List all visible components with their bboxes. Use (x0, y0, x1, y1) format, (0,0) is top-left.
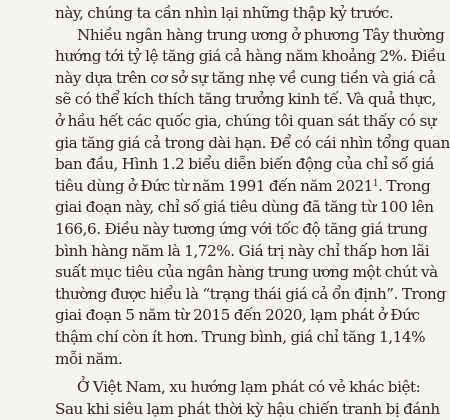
text-line-part: . Trong (378, 176, 431, 195)
text-line: giai đoạn 5 năm từ 2015 đến 2020, lạm phát ở Đức (55, 306, 420, 325)
text-line: 166,6. Điều này tương ứng với tốc độ tăng giá trung (55, 219, 428, 238)
text-line: thậm chí còn ít hơn. Trung bình, giá chỉ tăng 1,14% (55, 327, 426, 346)
footnote-ref: 1 (372, 178, 379, 189)
text-line: này, chúng ta cần nhìn lại những thập kỷ trước. (55, 4, 394, 22)
text-line: Sau khi siêu lạm phát thời kỳ hậu chiến tranh bị đánh (55, 399, 440, 418)
text-line-part: tiêu dùng ở Đức từ năm 1991 đến năm 2021 (55, 176, 373, 195)
text-line: ban đầu, Hình 1.2 biểu diễn biến động của chỉ số giá (55, 155, 434, 174)
text-line: gia tăng giá cả trong dài hạn. Để có cái nhìn tổng quan (55, 133, 450, 152)
paragraph-gap (55, 370, 400, 377)
text-line: bình hàng năm là 1,72%. Giá trị này chỉ thấp hơn lãi (55, 241, 430, 260)
text-line: sẽ có thể kích thích tăng trưởng kinh tế. Và quả thực, (55, 90, 436, 109)
text-line: Nhiều ngân hàng trung ương ở phương Tây thường (77, 25, 445, 44)
text-line: hướng tới tỷ lệ tăng giá cả hàng năm khoảng 2%. Điều (55, 47, 446, 66)
body-text (55, 3, 450, 420)
text-line: thường được hiểu là “trạng thái giá cả ổn định”. Trong (55, 284, 446, 303)
text-line: mỗi năm. (55, 349, 123, 368)
text-line: này dựa trên cơ sở sự tăng nhẹ về cung tiền và giá cả (55, 68, 436, 87)
text-line (55, 176, 431, 198)
text-line: Ở Việt Nam, xu hướng lạm phát có vẻ khác biệt: (77, 378, 421, 397)
text-line: suất mục tiêu của ngân hàng trung ương một chút và (55, 263, 438, 282)
text-line: ở hầu hết các quốc gia, chúng tôi quan sát thấy có sự (55, 111, 437, 130)
text-line: giai đoạn này, chỉ số giá tiêu dùng đã tăng từ 100 lên (55, 198, 434, 217)
